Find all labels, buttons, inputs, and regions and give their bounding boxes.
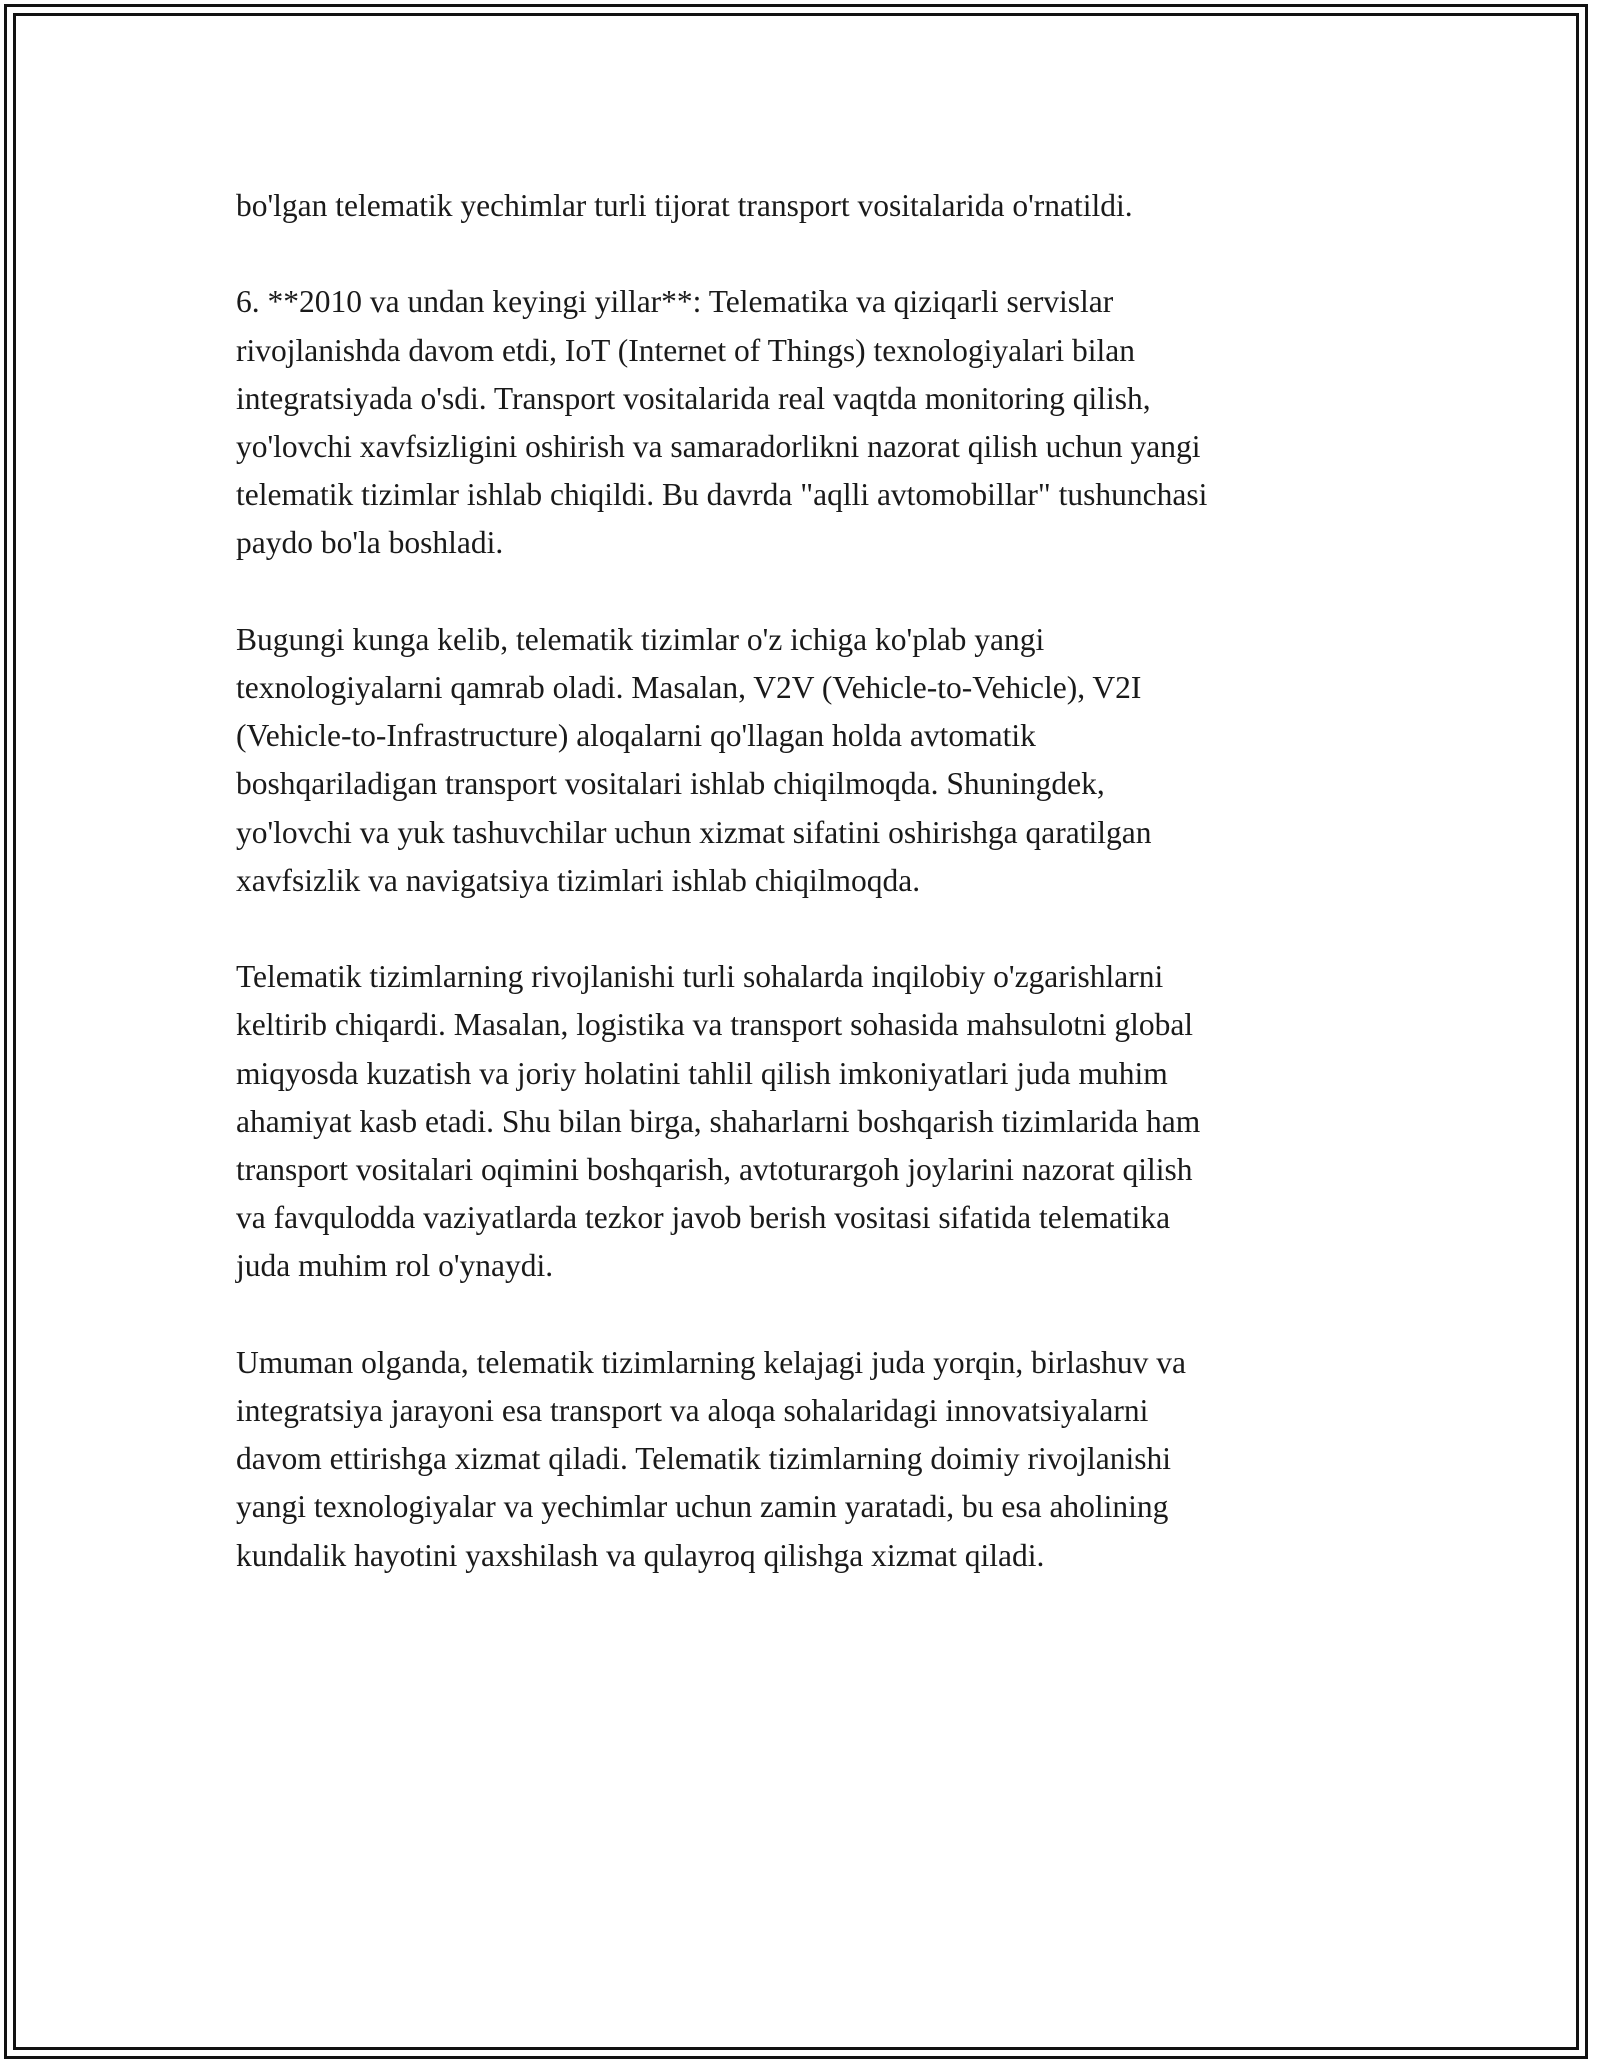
document-body	[236, 182, 1376, 1628]
paragraph-2010-onwards: 6. **2010 va undan keyingi yillar**: Telematika va qiziqarli servislar rivojlanishda davom etdi, IoT (Internet of Things) texnologiyalari bilan integratsiyada o'sdi. Transport vositalarida real vaqtda monitoring qilish, yo'lovchi xavfsizligini oshirish va samaradorlikni nazorat qilish uchun yangi telematik tizimlar ishlab chiqildi. Bu davrda "aqlli avtomobillar" tushunchasi paydo bo'la boshladi.	[236, 284, 1208, 561]
paragraph-impact: Telematik tizimlarning rivojlanishi turli sohalarda inqilobiy o'zgarishlarni keltirib chiqardi. Masalan, logistika va transport sohasida mahsulotni global miqyosda kuzatish va joriy holatini tahlil qilish imkoniyatlari juda muhim ahamiyat kasb etadi. Shu bilan birga, shaharlarni boshqarish tizimlarida ham transport vositalari oqimini boshqarish, avtoturargoh joylarini nazorat qilish va favqulodda vaziyatlarda tezkor javob berish vositasi sifatida telematika juda muhim rol o'ynaydi.	[236, 959, 1201, 1284]
paragraph-today: Bugungi kunga kelib, telematik tizimlar o'z ichiga ko'plab yangi texnologiyalarni qamrab oladi. Masalan, V2V (Vehicle-to-Vehicle), V2I (Vehicle-to-Infrastructure) aloqalarni qo'llagan holda avtomatik boshqariladigan transport vositalari ishlab chiqilmoqda. Shuningdek, yo'lovchi va yuk tashuvchilar uchun xizmat sifatini oshirishga qaratilgan xavfsizlik va navigatsiya tizimlari ishlab chiqilmoqda.	[236, 621, 1152, 898]
paragraph-conclusion: Umuman olganda, telematik tizimlarning kelajagi juda yorqin, birlashuv va integratsiya jarayoni esa transport va aloqa sohalaridagi innovatsiyalarni davom ettirishga xizmat qiladi. Telematik tizimlarning doimiy rivojlanishi yangi texnologiyalar va yechimlar uchun zamin yaratadi, bu esa aholining kundalik hayotini yaxshilash va qulayroq qilishga xizmat qiladi.	[236, 1344, 1186, 1573]
paragraph-continuation: bo'lgan telematik yechimlar turli tijorat transport vositalarida o'rnatildi.	[236, 188, 1133, 223]
